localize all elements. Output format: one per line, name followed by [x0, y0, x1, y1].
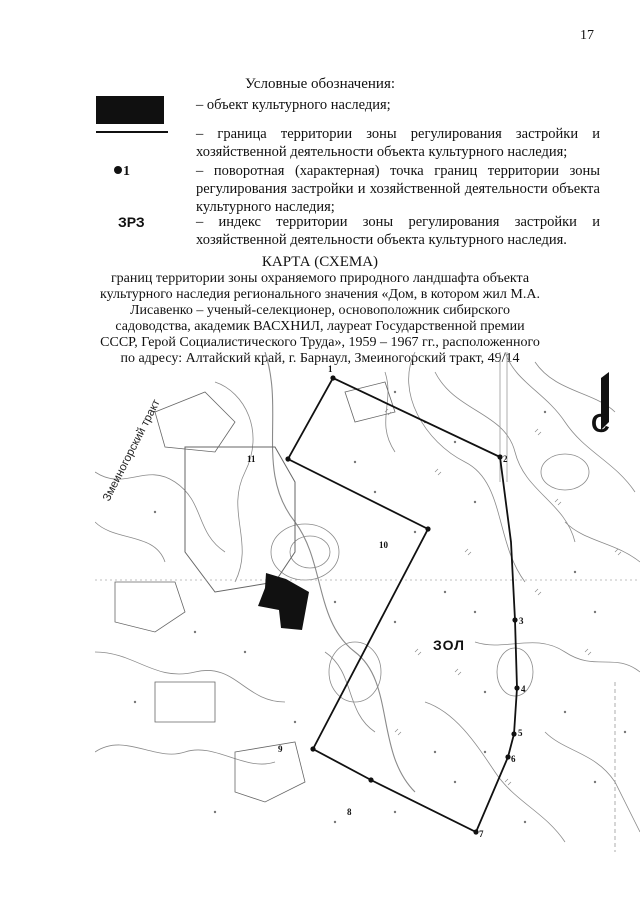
boundary-points	[285, 375, 519, 834]
map-subtitle: границ территории зоны охраняемого природного ландшафта объекта культурного наследия регионального значения «Дом, в котором жил М.А. Лисавенко – ученый-селекционер, основоположник сибирского садоводства, академик ВАСХНИЛ, лауреат Государственной премии СССР, Герой Социалистического Труда», 1959 – 1967 гг., расположенного по адресу: Алтайский край, г. Барнаул, Змеиногорский тракт, 49/14	[100, 271, 540, 366]
boundary-point-label-8: 8	[347, 807, 352, 817]
map-marks	[134, 391, 626, 823]
boundary-point-label-9: 9	[278, 744, 283, 754]
turning-point-symbol	[114, 164, 130, 180]
boundary-point-label-5: 5	[518, 728, 523, 738]
boundary-point-label-2: 2	[503, 454, 508, 464]
cultural-heritage-object	[258, 573, 309, 630]
zone-index-symbol: ЗРЗ	[118, 214, 145, 230]
boundary-point-label-1: 1	[328, 364, 333, 374]
boundary-point-label-7: 7	[479, 829, 484, 839]
boundary-point-label-10: 10	[379, 540, 388, 550]
legend-text: – граница территории зоны регулирования застройки и хозяйственной деятельности объекта культурного наследия;	[196, 126, 600, 160]
boundary-point-label-4: 4	[521, 684, 526, 694]
boundary-point-2	[497, 454, 502, 459]
legend-title: Условные обозначения:	[244, 76, 396, 92]
dot-icon	[114, 166, 122, 174]
boundary-point-5	[511, 731, 516, 736]
boundary-point-3	[512, 617, 517, 622]
legend-symbol-zone-index	[96, 213, 176, 247]
black-rectangle-icon	[96, 96, 164, 124]
boundary-point-label-6: 6	[511, 754, 516, 764]
edge-label: С	[591, 408, 610, 438]
map-canvas	[95, 352, 640, 852]
legend-symbol-turning-point	[96, 162, 176, 196]
boundary-point-10	[425, 526, 430, 531]
map-title: КАРТА (СХЕМА)	[261, 254, 379, 270]
boundary-point-8	[368, 777, 373, 782]
legend-text: – индекс территории зоны регулирования застройки и хозяйственной деятельности объекта культурного наследия.	[196, 214, 600, 248]
map-scheme	[95, 352, 640, 852]
boundary-point-6	[505, 754, 510, 759]
legend-text: – объект культурного наследия;	[196, 97, 391, 113]
zone-label: ЗОЛ	[433, 637, 465, 653]
legend-text: – поворотная (характерная) точка границ территории зоны регулирования застройки и хозяйственной деятельности объекта культурного наследия;	[196, 163, 600, 215]
boundary-point-label-3: 3	[519, 616, 524, 626]
boundary-point-7	[473, 829, 478, 834]
page-number: 17	[580, 28, 594, 43]
street-label: Змеиногорский тракт	[100, 397, 163, 504]
topographic-background	[95, 352, 640, 852]
black-line-icon	[96, 131, 168, 133]
legend-symbol-boundary-line	[96, 125, 176, 159]
vegetation-marks	[385, 409, 621, 785]
boundary-point-9	[310, 746, 315, 751]
boundary-point-label-11: 11	[247, 454, 256, 464]
boundary-point-11	[285, 456, 290, 461]
boundary-point-1	[330, 375, 335, 380]
turning-point-number: 1	[123, 164, 130, 179]
boundary-line	[288, 378, 517, 832]
boundary-point-4	[514, 685, 519, 690]
